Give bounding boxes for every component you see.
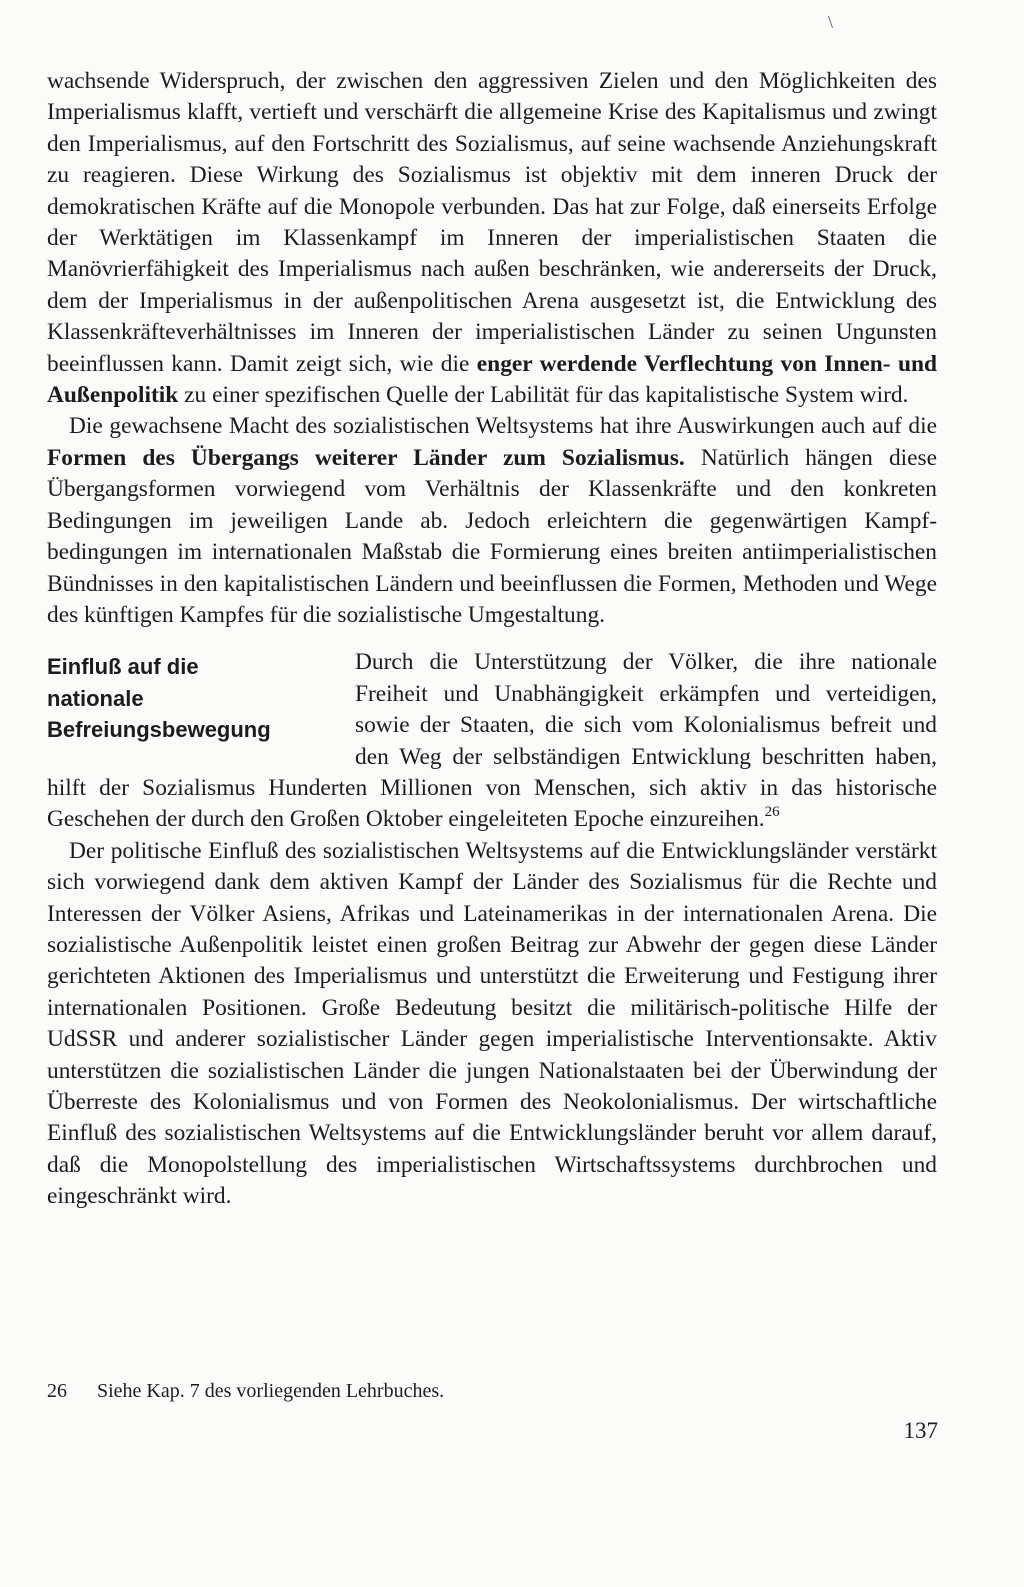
paragraph-3-text: Durch die Unterstützung der Völker, die ihre nationale Freiheit und Unabhängigkeit erkämpfen und verteidigen, sowie der Staaten, die sich vom Kolonialismus befreit und den Weg der selbständigen Entwicklung beschritten haben, hilft der Sozialismus Hunderten Millionen von Menschen, sich aktiv in das historische Geschehen der durch den Großen Oktober eingeleiteten Epoche einzureihen. (47, 649, 937, 833)
paragraph-1-text-b: zu einer spezifischen Quelle der Labilität für das kapitalistische System wird. (184, 382, 909, 409)
section-heading-line-1: Einfluß auf die (47, 654, 199, 680)
paragraph-2 (47, 411, 937, 631)
page-number: 137 (903, 1418, 938, 1443)
scan-speck: \ (828, 12, 834, 32)
footnote (47, 1378, 444, 1404)
footnote-text: Siehe Kap. 7 des vorliegenden Lehrbuches. (97, 1380, 445, 1402)
paragraph-2-text-a: Die gewachsene Macht des sozialistischen Weltsystems hat ihre Auswirkungen auch auf die (69, 413, 937, 440)
section-heading-line-2: nationale (47, 685, 144, 711)
paragraph-2-emphasis: Formen des Übergangs weiterer Länder zum Sozialismus. (47, 444, 685, 471)
paragraph-1-emphasis: enger werdende Verflechtung von Innen- und Außenpolitik (47, 350, 938, 409)
footnote-reference[interactable]: 26 (764, 803, 780, 820)
paragraph-1 (47, 66, 937, 411)
page-body (47, 66, 937, 1213)
paragraph-2-text-b: Natürlich hängen diese Übergangsformen vorwiegend vom Verhältnis der Klassenkräfte und den konkreten Bedingungen im jeweiligen Lande ab. Jedoch erleichtern die gegenwärtigen Kampfbedingungen im internationalen Maßstab die Formierung eines breiten antiimperialistischen Bündnisses in den kapitalistischen Ländern und beeinflussen die Formen, Methoden und Wege des künftigen Kampfes für die sozialistische Umgestaltung. (47, 444, 938, 628)
paragraph-4-text: Der politische Einfluß des sozialistischen Weltsystems auf die Entwicklungsländer verstärkt sich vorwiegend dank dem aktiven Kampf der Länder des Sozialismus für die Rechte und Interessen der Völker Asiens, Afrikas und Lateinamerikas in der internationalen Arena. Die sozialistische Außenpolitik leistet einen großen Beitrag zur Abwehr der gegen diese Länder gerichteten Aktionen des Imperialismus und unterstützt die Erweiterung und Festigung ihrer internationalen Positionen. Große Bedeutung besitzt die militärisch-politische Hilfe der UdSSR und anderer sozialistischer Länder gegen imperialistische Interventionsakte. Aktiv unterstützen die sozialistischen Länder die jungen Nationalstaaten bei der Überwindung der Überreste des Kolonialismus und von Formen des Neokolonialismus. Der wirtschaftliche Einfluß des sozialistischen Weltsystems auf die Entwicklungsländer beruht vor allem darauf, daß die Monopolstellung des imperialistischen Wirtschaftssystems durchbrochen und eingeschränkt wird. (47, 837, 937, 1210)
section-heading-line-3: Befreiungsbewegung (47, 717, 271, 743)
section-heading (47, 651, 337, 746)
paragraph-1-text-a: wachsende Widerspruch, der zwischen den aggressiven Zielen und den Möglichkeiten des Imperialismus klafft, vertieft und verschärft die allgemeine Krise des Kapitalismus und zwingt den Imperialismus, auf den Fortschritt des Sozialismus, auf seine wachsende Anziehungskraft zu reagieren. Diese Wirkung des Sozialismus ist objektiv mit dem inneren Druck der demokratischen Kräfte auf die Monopole verbunden. Das hat zur Folge, daß einerseits Erfolge der Werktätigen im Klassenkampf im Inneren der imperialistischen Staaten die Manövrierfähigkeit des Imperialismus nach außen beschränken, wie andererseits der Druck, dem der Imperialismus in der außenpolitischen Arena ausgesetzt ist, die Entwicklung des Klassenkräfteverhältnisses im Inneren der imperialistischen Länder zu seinen Ungunsten beeinflussen kann. Damit zeigt sich, wie die (47, 68, 937, 377)
footnote-number: 26 (47, 1380, 67, 1402)
section-national-liberation (47, 647, 937, 1212)
paragraph-4 (47, 836, 937, 1213)
